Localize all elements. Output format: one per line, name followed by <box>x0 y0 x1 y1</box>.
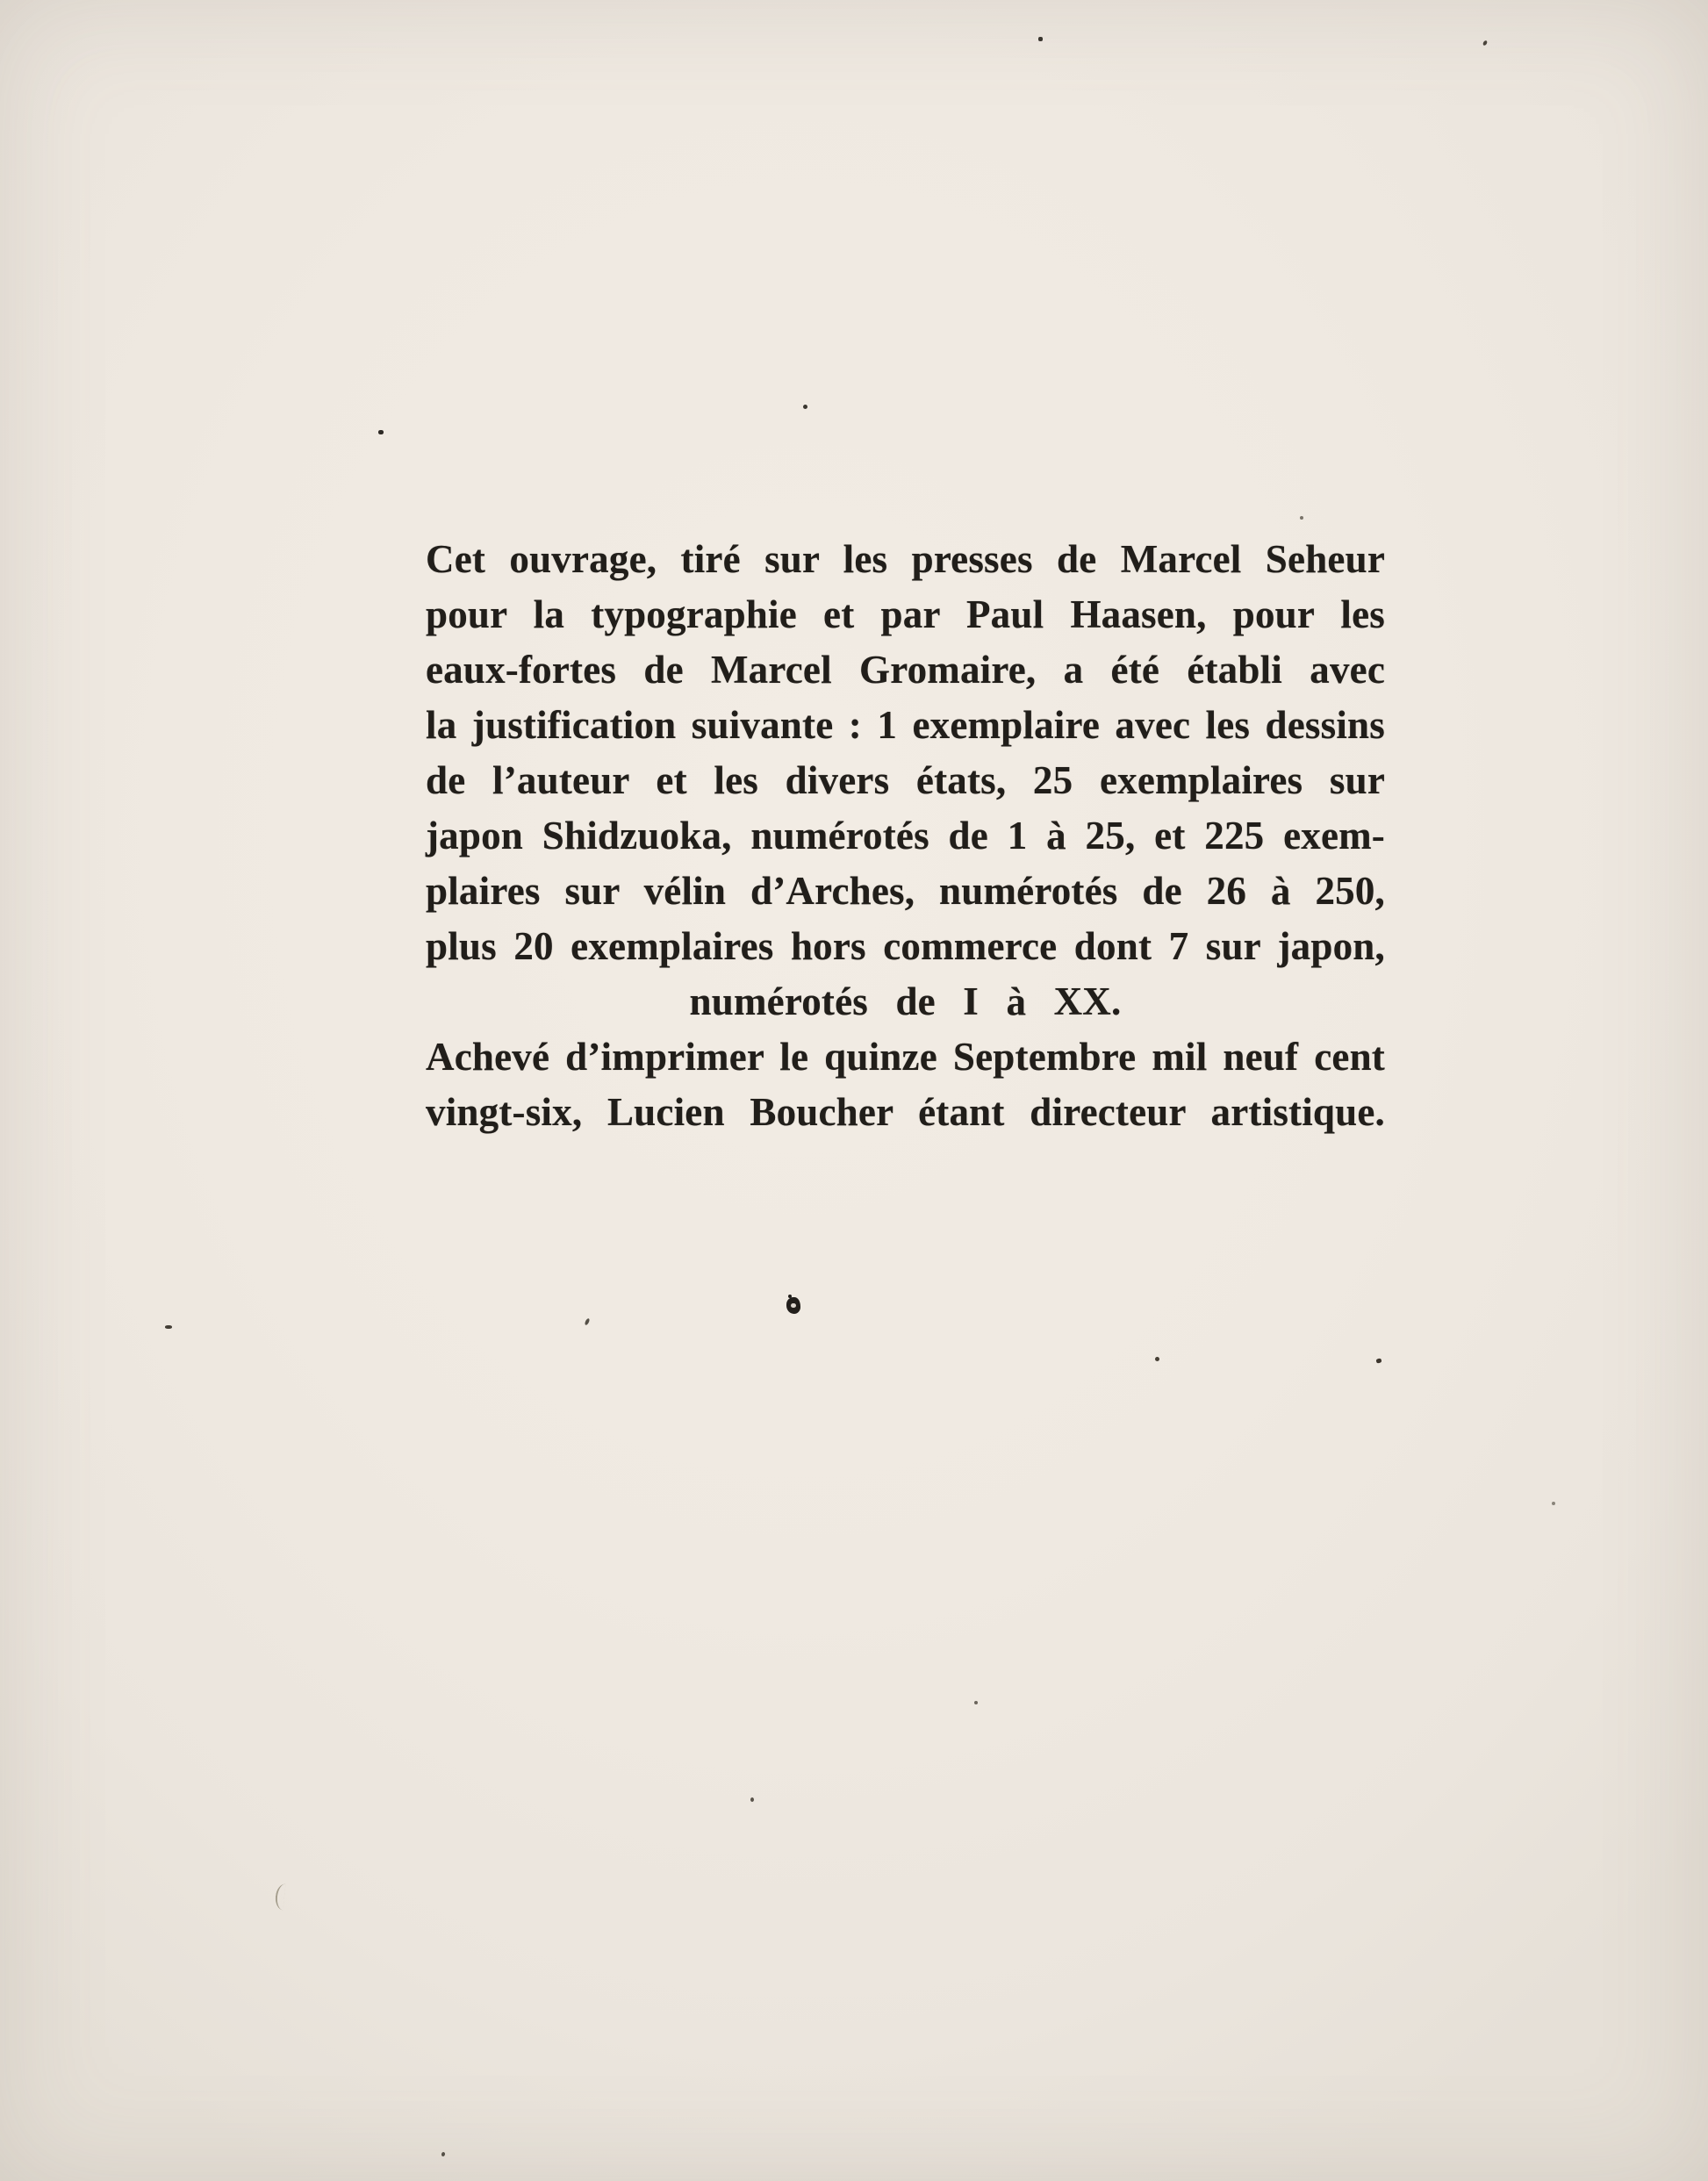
colophon-line: de l’auteur et les divers états, 25 exemplaires sur <box>426 758 1385 802</box>
speck-mark <box>1155 1357 1159 1361</box>
colophon-line: japon Shidzuoka, numérotés de 1 à 25, et 225 exem- <box>426 814 1385 857</box>
speck-mark <box>750 1797 754 1802</box>
speck-mark <box>1482 39 1488 46</box>
colophon-line: vingt-six, Lucien Boucher étant directeur artistique. <box>426 1090 1385 1134</box>
colophon-line: plaires sur vélin d’Arches, numérotés de 26 à 250, <box>426 869 1385 913</box>
speck-mark <box>1038 37 1043 41</box>
colophon-line: pour la typographie et par Paul Haasen, pour les <box>426 592 1385 636</box>
colophon-line: la justification suivante : 1 exemplaire avec les dessins <box>426 703 1385 747</box>
scratch-mark <box>274 1883 285 1911</box>
speck-mark <box>1300 516 1303 520</box>
speck-mark <box>974 1701 978 1704</box>
colophon-text-block <box>426 532 1385 1140</box>
colophon-line: eaux-fortes de Marcel Gromaire, a été établi avec <box>426 648 1385 692</box>
speck-mark <box>441 2152 445 2157</box>
blot-mark <box>786 1297 800 1314</box>
speck-mark <box>1552 1502 1555 1505</box>
colophon-line: Cet ouvrage, tiré sur les presses de Marcel Seheur <box>426 537 1385 581</box>
colophon-line-centered: numérotés de I à XX. <box>689 979 1122 1023</box>
speck-mark <box>165 1325 172 1329</box>
colophon-line: plus 20 exemplaires hors commerce dont 7 sur japon, <box>426 924 1385 968</box>
speck-mark <box>378 430 384 434</box>
colophon-line: Achevé d’imprimer le quinze Septembre mil neuf cent <box>426 1035 1385 1079</box>
speck-mark <box>803 405 807 409</box>
speck-mark <box>1375 1358 1381 1363</box>
speck-mark <box>585 1318 590 1326</box>
